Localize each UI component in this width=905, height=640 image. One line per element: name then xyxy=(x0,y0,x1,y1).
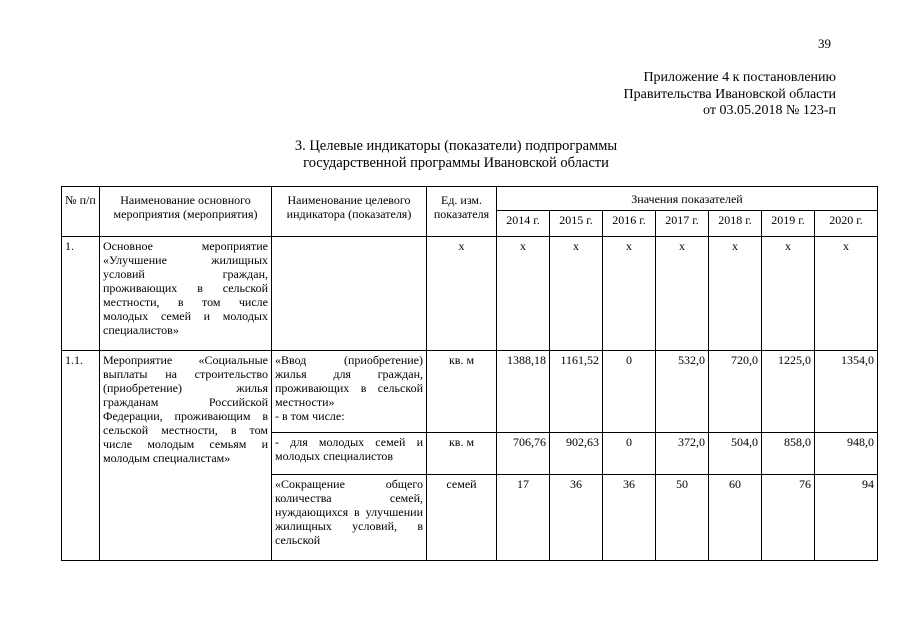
row-event: Основное мероприятие «Улучшение жилищных условий граждан, проживающих в сельской местности, в том числе молодых семей и молодых специалистов» xyxy=(100,237,272,351)
value-cell: 720,0 xyxy=(709,351,762,433)
value-cell: х xyxy=(603,237,656,351)
header-event: Наименование основного мероприятия (мероприятия) xyxy=(100,187,272,237)
year-cell: 2018 г. xyxy=(709,211,762,237)
indicators-table xyxy=(61,186,878,561)
indicator-note: - в том числе: xyxy=(275,409,345,423)
header-unit: Ед. изм. показателя xyxy=(427,187,497,237)
header-indicator: Наименование целевого индикатора (показателя) xyxy=(272,187,427,237)
row-unit: кв. м xyxy=(427,351,497,433)
value-cell: х xyxy=(762,237,815,351)
value-cell: 36 xyxy=(603,475,656,561)
value-cell: 76 xyxy=(762,475,815,561)
value-cell: х xyxy=(656,237,709,351)
value-cell: 902,63 xyxy=(550,433,603,475)
section-title-line-1: 3. Целевые индикаторы (показатели) подпрограммы xyxy=(294,138,618,154)
table-row xyxy=(62,237,878,351)
year-cell: 2016 г. xyxy=(603,211,656,237)
value-cell: 1354,0 xyxy=(815,351,878,433)
year-cell: 2015 г. xyxy=(550,211,603,237)
row-unit: кв. м xyxy=(427,433,497,475)
header-values: Значения показателей xyxy=(497,187,878,211)
row-event: Мероприятие «Социальные выплаты на строительство (приобретение) жилья гражданам Российской Федерации, проживающим в сельской местности, в том числе молодым семьям и молодым специалистам» xyxy=(100,351,272,561)
section-title xyxy=(250,138,662,172)
value-cell: 94 xyxy=(815,475,878,561)
row-indicator: - для молодых семей и молодых специалистов xyxy=(272,433,427,475)
value-cell: 1225,0 xyxy=(762,351,815,433)
section-title-line-2: государственной программы Ивановской области xyxy=(303,155,609,171)
row-num: 1. xyxy=(62,237,100,351)
appendix-line-3: от 03.05.2018 № 123-п xyxy=(703,103,836,118)
value-cell: 706,76 xyxy=(497,433,550,475)
year-cell: 2014 г. xyxy=(497,211,550,237)
row-num: 1.1. xyxy=(62,351,100,561)
table-header-row xyxy=(62,187,878,211)
value-cell: 1161,52 xyxy=(550,351,603,433)
appendix-line-1: Приложение 4 к постановлению xyxy=(643,70,836,85)
value-cell: 60 xyxy=(709,475,762,561)
page-number: 39 xyxy=(818,36,831,51)
value-cell: 504,0 xyxy=(709,433,762,475)
value-cell: 1388,18 xyxy=(497,351,550,433)
value-cell: 0 xyxy=(603,351,656,433)
value-cell: 858,0 xyxy=(762,433,815,475)
value-cell: х xyxy=(709,237,762,351)
year-cell: 2019 г. xyxy=(762,211,815,237)
value-cell: х xyxy=(497,237,550,351)
appendix-note xyxy=(624,70,836,120)
value-cell: 17 xyxy=(497,475,550,561)
row-indicator: «Сокращение общего количества семей, нуждающихся в улучшении жилищных условий, в сельской xyxy=(272,475,427,561)
header-num: № п/п xyxy=(62,187,100,237)
value-cell: х xyxy=(815,237,878,351)
appendix-line-2: Правительства Ивановской области xyxy=(623,86,836,102)
value-cell: 36 xyxy=(550,475,603,561)
value-cell: 532,0 xyxy=(656,351,709,433)
indicator-text: «Ввод (приобретение) жилья для граждан, проживающих в сельской местности» xyxy=(275,353,423,409)
row-indicator xyxy=(272,237,427,351)
row-unit: семей xyxy=(427,475,497,561)
row-unit: х xyxy=(427,237,497,351)
table-row xyxy=(62,351,878,433)
year-cell: 2020 г. xyxy=(815,211,878,237)
year-cell: 2017 г. xyxy=(656,211,709,237)
row-indicator xyxy=(272,351,427,433)
value-cell: 948,0 xyxy=(815,433,878,475)
value-cell: х xyxy=(550,237,603,351)
value-cell: 372,0 xyxy=(656,433,709,475)
value-cell: 50 xyxy=(656,475,709,561)
value-cell: 0 xyxy=(603,433,656,475)
